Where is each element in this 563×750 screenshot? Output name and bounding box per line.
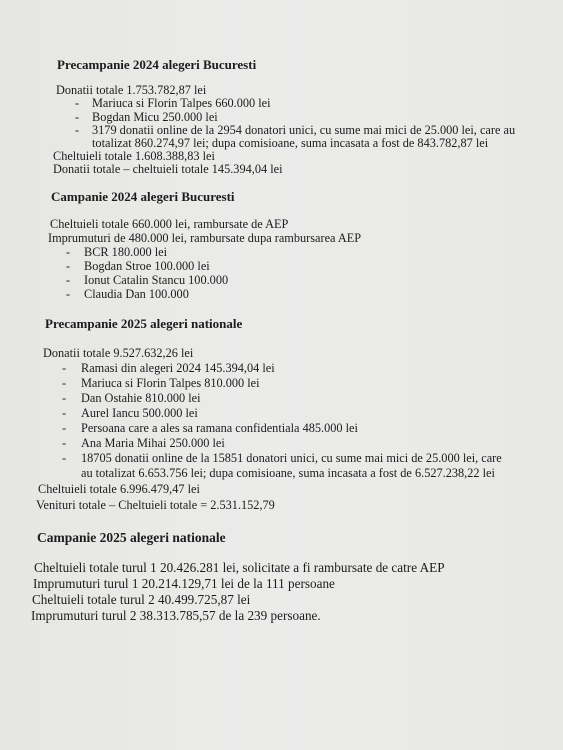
expenses-total: Cheltuieli totale 1.608.388,83 lei bbox=[53, 149, 215, 163]
loans-round-1: Imprumuturi turul 1 20.214.129,71 lei de la 111 persoane bbox=[33, 576, 335, 591]
bullet-dash: - bbox=[66, 259, 71, 273]
section-heading: Precampanie 2025 alegeri nationale bbox=[45, 316, 243, 331]
expenses-round-2: Cheltuieli totale turul 2 40.499.725,87 lei bbox=[32, 592, 251, 607]
section-heading: Campanie 2024 alegeri Bucuresti bbox=[51, 189, 235, 204]
donations-total: Donatii totale 1.753.782,87 lei bbox=[56, 83, 207, 97]
bullet-dash: - bbox=[62, 391, 67, 405]
balance-line: Venituri totale – Cheltuieli totale = 2.531.152,79 bbox=[36, 498, 275, 512]
list-item: - 18705 donatii online de la 15851 donatori unici, cu sume mai mici de 25.000 lei, care bbox=[62, 451, 502, 465]
bullet-dash: - bbox=[62, 421, 67, 435]
bullet-dash: - bbox=[62, 436, 67, 450]
bullet-dash: - bbox=[66, 245, 71, 259]
expenses-total: Cheltuieli totale 6.996.479,47 lei bbox=[38, 482, 200, 496]
bullet-dash: - bbox=[62, 406, 67, 420]
loans-round-2: Imprumuturi turul 2 38.313.785,57 de la 239 persoane. bbox=[31, 608, 321, 623]
list-item-continuation: au totalizat 6.653.756 lei; dupa comisioane, suma incasata a fost de 6.527.238,22 lei bbox=[81, 466, 495, 480]
list-item: - Claudia Dan 100.000 bbox=[66, 287, 189, 301]
list-item: - Bogdan Micu 250.000 lei bbox=[75, 110, 218, 124]
section-heading: Precampanie 2024 alegeri Bucuresti bbox=[57, 57, 257, 72]
list-item: - Mariuca si Florin Talpes 810.000 lei bbox=[62, 376, 260, 390]
bullet-dash: - bbox=[75, 110, 80, 124]
section-heading: Campanie 2025 alegeri nationale bbox=[37, 530, 226, 545]
bullet-dash: - bbox=[75, 123, 80, 137]
bullet-dash: - bbox=[75, 96, 80, 110]
list-item: - Persoana care a ales sa ramana confidentiala 485.000 lei bbox=[62, 421, 358, 435]
bullet-dash: - bbox=[66, 273, 71, 287]
expenses-round-1: Cheltuieli totale turul 1 20.426.281 lei, solicitate a fi rambursate de catre AEP bbox=[34, 560, 445, 575]
donations-total: Donatii totale 9.527.632,26 lei bbox=[43, 346, 194, 360]
list-item-continuation: totalizat 860.274,97 lei; dupa comisioane, suma incasata a fost de 843.782,87 lei bbox=[92, 136, 489, 150]
list-item: - BCR 180.000 lei bbox=[66, 245, 168, 259]
list-item: - Dan Ostahie 810.000 lei bbox=[62, 391, 201, 405]
expenses-total: Cheltuieli totale 660.000 lei, rambursate de AEP bbox=[50, 217, 289, 231]
list-item: - Ionut Catalin Stancu 100.000 bbox=[66, 273, 229, 287]
list-item: - Mariuca si Florin Talpes 660.000 lei bbox=[75, 96, 271, 110]
list-item: - Bogdan Stroe 100.000 lei bbox=[66, 259, 210, 273]
list-item: - Aurel Iancu 500.000 lei bbox=[62, 406, 198, 420]
list-item: - 3179 donatii online de la 2954 donatori unici, cu sume mai mici de 25.000 lei, care au bbox=[75, 123, 516, 137]
bullet-dash: - bbox=[66, 287, 71, 301]
bullet-dash: - bbox=[62, 361, 67, 375]
loans-total: Imprumuturi de 480.000 lei, rambursate dupa rambursarea AEP bbox=[48, 231, 362, 245]
bullet-dash: - bbox=[62, 451, 67, 465]
bullet-dash: - bbox=[62, 376, 67, 390]
balance-line: Donatii totale – cheltuieli totale 145.394,04 lei bbox=[53, 162, 283, 176]
list-item: - Ramasi din alegeri 2024 145.394,04 lei bbox=[62, 361, 275, 375]
list-item: - Ana Maria Mihai 250.000 lei bbox=[62, 436, 225, 450]
